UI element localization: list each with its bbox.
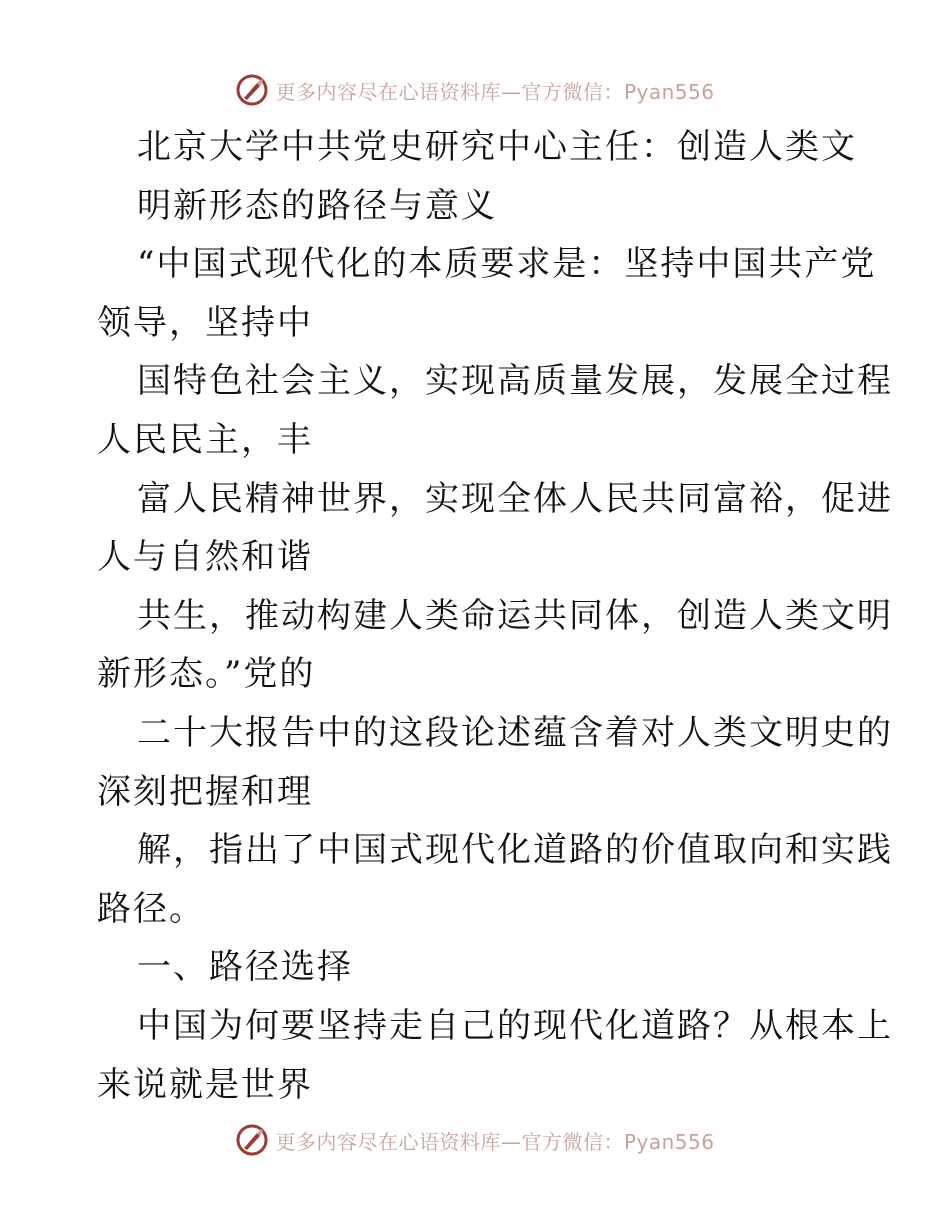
text-line: 北京大学中共党史研究中心主任：创造人类文 xyxy=(137,127,857,167)
text-line: 国特色社会主义，实现高质量发展，发展全过程 xyxy=(137,361,893,402)
text-line: 共生，推动构建人类命运共同体，创造人类文明 xyxy=(137,595,893,636)
text-line: 富人民精神世界，实现全体人民共同富裕，促进 xyxy=(137,478,893,519)
text-line: 人民民主，丰 xyxy=(97,419,313,460)
header-banner-text: 更多内容尽在心语资料库—官方微信：Pyan556 xyxy=(275,79,715,104)
text-line: 中国为何要坚持走自己的现代化道路？从根本上 xyxy=(137,1005,893,1046)
pen-seal-icon xyxy=(235,1123,269,1157)
footer-banner xyxy=(0,1120,950,1160)
text-line: 领导，坚持中 xyxy=(97,302,313,343)
text-line: 人与自然和谐 xyxy=(97,537,313,578)
text-line: 一、路径选择 xyxy=(137,947,353,988)
text-line: 深刻把握和理 xyxy=(97,771,313,812)
document-body xyxy=(97,118,893,1114)
header-banner xyxy=(0,70,950,110)
text-line: 新形态。”党的 xyxy=(97,654,316,695)
text-line: 来说就是世界 xyxy=(97,1064,313,1105)
text-line: 解，指出了中国式现代化道路的价值取向和实践 xyxy=(137,830,893,871)
pen-seal-icon xyxy=(235,73,269,107)
text-line: 二十大报告中的这段论述蕴含着对人类文明史的 xyxy=(137,712,893,753)
footer-banner-text: 更多内容尽在心语资料库—官方微信：Pyan556 xyxy=(275,1129,715,1154)
text-line: 明新形态的路径与意义 xyxy=(137,185,497,226)
text-line: 路径。 xyxy=(97,888,205,929)
text-line: “中国式现代化的本质要求是：坚持中国共产党 xyxy=(137,244,877,285)
